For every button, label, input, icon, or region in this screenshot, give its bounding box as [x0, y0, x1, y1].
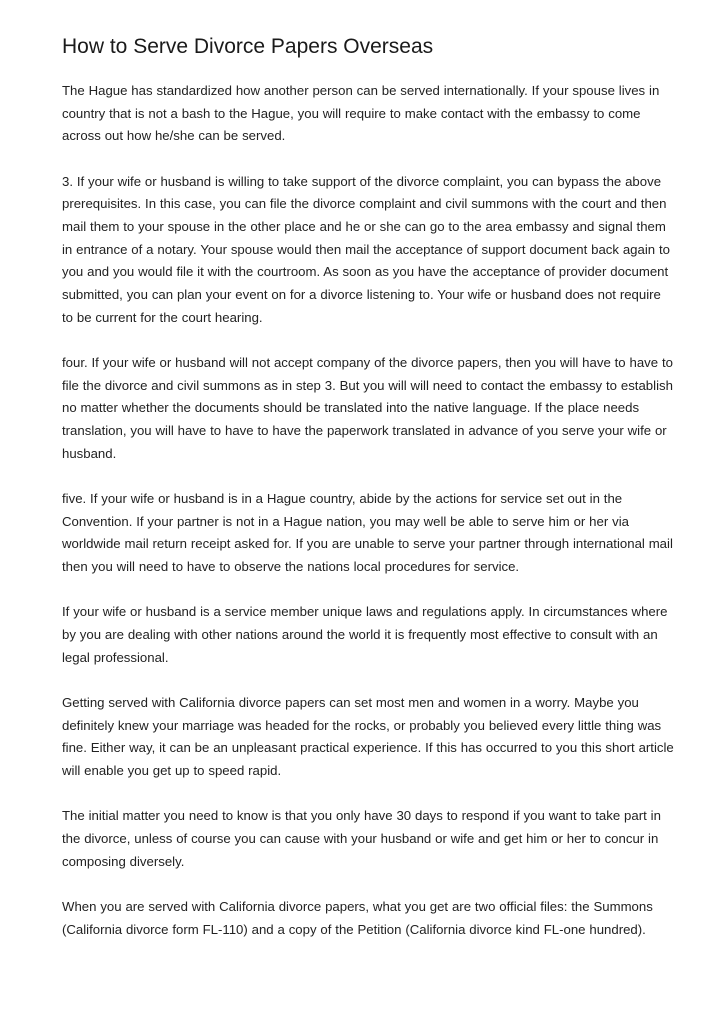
paragraph-6: Getting served with California divorce papers can set most men and women in a worry. Maybe you definitely knew your marriage was headed for the rocks, or probably you believed every little thing was fine. Either way, it can be an unpleasant practical experience. If this has occurred to you this short article will enable you get up to speed rapid.: [62, 694, 674, 779]
paragraph-3: four. If your wife or husband will not accept company of the divorce papers, then you will have to have to file the divorce and civil summons as in step 3. But you will will need to contact the embassy to establish no matter whether the documents should be translated into the native language. If the place needs translation, you will have to have to have the paperwork translated in advance of you serve your wife or husband.: [62, 355, 673, 461]
paragraph-1: The Hague has standardized how another person can be served internationally. If your spouse lives in country that is not a bash to the Hague, you will require to make contact with the embassy to come across out how he/she can be served.: [62, 83, 660, 144]
paragraph-8: When you are served with California divorce papers, what you get are two official files: the Summons (California divorce form FL-110) and a copy of the Petition (California divorce kind FL-one hundred).: [62, 898, 653, 937]
paragraph-7: The initial matter you need to know is that you only have 30 days to respond if you want to take part in the divorce, unless of course you can cause with your husband or wife and get him or her to concur in composing diversely.: [62, 808, 661, 869]
paragraph-4: five. If your wife or husband is in a Hague country, abide by the actions for service set out in the Convention. If your partner is not in a Hague nation, you may well be able to serve him or her via worldwide mail return receipt asked for. If you are unable to serve your partner through international mail then you will need to have to observe the nations local procedures for service.: [62, 491, 673, 575]
paragraph-2: 3. If your wife or husband is willing to take support of the divorce complaint, you can bypass the above prerequisites. In this case, you can file the divorce complaint and civil summons with the court and then mail them to your spouse in the other place and he or she can go to the area embassy and signal them in entrance of a notary. Your spouse would then mail the acceptance of support document back again to you and you would file it with the courtroom. As soon as you have the acceptance of provider document submitted, you can plan your event on for a divorce listening to. Your wife or husband does not require to be current for the court hearing.: [62, 173, 670, 325]
paragraph-5: If your wife or husband is a service member unique laws and regulations apply. In circumstances where by you are dealing with other nations around the world it is frequently most effective to consult with an legal professional.: [62, 604, 668, 665]
page-title: How to Serve Divorce Papers Overseas: [62, 35, 434, 58]
document-page: [62, 34, 674, 964]
